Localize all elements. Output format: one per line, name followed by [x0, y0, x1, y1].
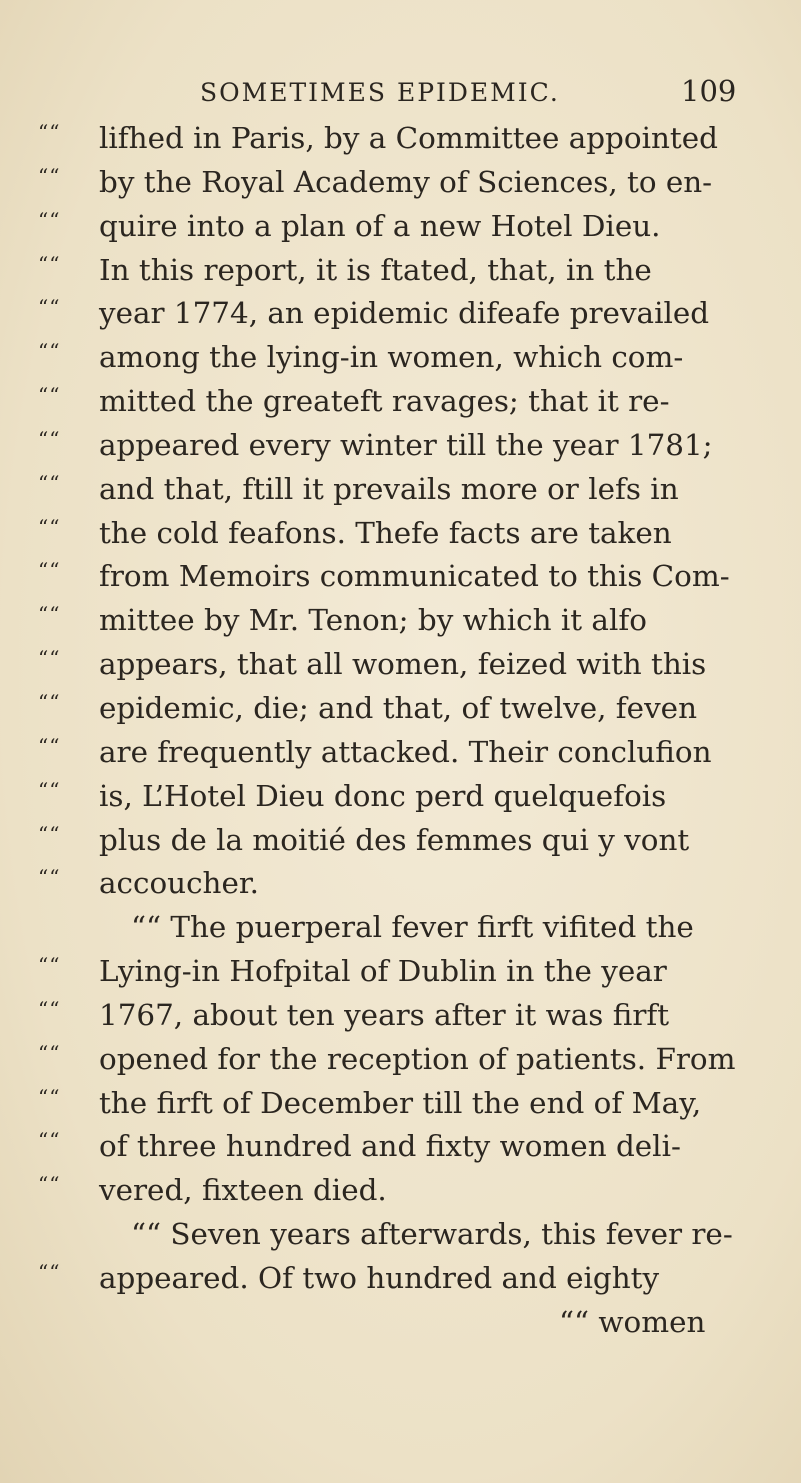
margin-quote-mark: ““	[38, 558, 61, 583]
line-text: ““ Seven years afterwards, this fever re-	[131, 1217, 733, 1252]
line-text: accoucher.	[99, 866, 260, 901]
line-text: appeared every winter till the year 1781;	[99, 427, 713, 462]
text-line	[0, 732, 801, 776]
line-text: plus de la moitié des femmes qui y vont	[99, 822, 690, 857]
line-text: year 1774, an epidemic difeafe prevailed	[99, 296, 710, 331]
line-text: 1767, about ten years after it was firft	[99, 997, 670, 1032]
line-text: ““ The puerperal fever firft vifited the	[131, 910, 694, 945]
text-line	[0, 162, 801, 206]
text-line	[0, 469, 801, 513]
page-header	[0, 72, 801, 112]
margin-quote-mark: ““	[38, 996, 61, 1021]
line-text: lifhed in Paris, by a Committee appointed	[99, 121, 718, 155]
line-text: vered, fixteen died.	[99, 1173, 387, 1208]
text-line	[0, 118, 801, 162]
text-line	[0, 776, 801, 820]
line-text: and that, ftill it prevails more or lefs in	[99, 471, 679, 506]
line-text: appears, that all women, feized with this	[99, 647, 707, 682]
text-line	[0, 951, 801, 995]
text-line	[0, 250, 801, 294]
text-line	[0, 820, 801, 864]
text-line	[0, 1170, 801, 1214]
text-line	[0, 293, 801, 337]
line-text: quire into a plan of a new Hotel Dieu.	[99, 208, 661, 243]
text-line	[0, 206, 801, 250]
line-text: opened for the reception of patients. From	[99, 1041, 736, 1076]
margin-quote-mark: ““	[38, 953, 61, 978]
text-line	[0, 907, 801, 951]
text-line	[0, 1083, 801, 1127]
line-text: of three hundred and fixty women deli-	[99, 1129, 681, 1164]
text-line	[0, 688, 801, 732]
text-line	[0, 863, 801, 907]
margin-quote-mark: ““	[38, 470, 61, 495]
line-text: appeared. Of two hundred and eighty	[99, 1260, 660, 1295]
text-line	[0, 995, 801, 1039]
line-text: among the lying-in women, which com-	[99, 340, 684, 375]
line-text: epidemic, die; and that, of twelve, feven	[99, 690, 698, 725]
text-line	[0, 644, 801, 688]
line-text: from Memoirs communicated to this Com-	[99, 559, 730, 594]
line-text: Lying-in Hofpital of Dublin in the year	[99, 954, 667, 989]
margin-quote-mark: ““	[38, 1172, 61, 1197]
running-head: SOMETIMES EPIDEMIC.	[200, 78, 560, 107]
text-line	[0, 1258, 801, 1302]
margin-quote-mark: ““	[38, 821, 61, 846]
text-line	[0, 381, 801, 425]
text-line	[0, 1126, 801, 1170]
text-line	[0, 513, 801, 557]
margin-quote-mark: ““	[38, 1040, 61, 1065]
text-line	[0, 1039, 801, 1083]
catchword: ““ women	[559, 1304, 706, 1339]
margin-quote-mark: ““	[38, 733, 61, 758]
margin-quote-mark: ““	[38, 514, 61, 539]
text-line	[0, 600, 801, 644]
margin-quote-mark: ““	[38, 339, 61, 364]
text-line	[0, 1214, 801, 1258]
margin-quote-mark: ““	[38, 646, 61, 671]
catchword-line	[0, 1302, 801, 1346]
line-text: mittee by Mr. Tenon; by which it alfo	[99, 603, 647, 638]
margin-quote-mark: ““	[38, 383, 61, 408]
margin-quote-mark: ““	[38, 207, 61, 232]
margin-quote-mark: ““	[38, 777, 61, 802]
margin-quote-mark: ““	[38, 251, 61, 276]
line-text: by the Royal Academy of Sciences, to en-	[99, 164, 713, 199]
line-text: the firft of December till the end of May,	[99, 1085, 702, 1120]
line-text: are frequently attacked. Their conclufion	[99, 734, 712, 769]
margin-quote-mark: ““	[38, 1084, 61, 1109]
margin-quote-mark: ““	[38, 163, 61, 188]
text-line	[0, 425, 801, 469]
margin-quote-mark: ““	[38, 120, 61, 144]
margin-quote-mark: ““	[38, 1259, 61, 1284]
margin-quote-mark: ““	[38, 602, 61, 627]
body-text	[0, 118, 801, 1346]
line-text: is, L’Hotel Dieu donc perd quelquefois	[99, 778, 667, 813]
margin-quote-mark: ““	[38, 865, 61, 890]
margin-quote-mark: ““	[38, 689, 61, 714]
margin-quote-mark: ““	[38, 1128, 61, 1153]
line-text: In this report, it is ftated, that, in the	[99, 252, 652, 287]
line-text: mitted the greateft ravages; that it re-	[99, 384, 670, 419]
text-line	[0, 337, 801, 381]
text-line	[0, 556, 801, 600]
page-number: 109	[681, 74, 737, 108]
margin-quote-mark: ““	[38, 295, 61, 320]
margin-quote-mark: ““	[38, 426, 61, 451]
line-text: the cold feafons. Thefe facts are taken	[99, 515, 672, 550]
